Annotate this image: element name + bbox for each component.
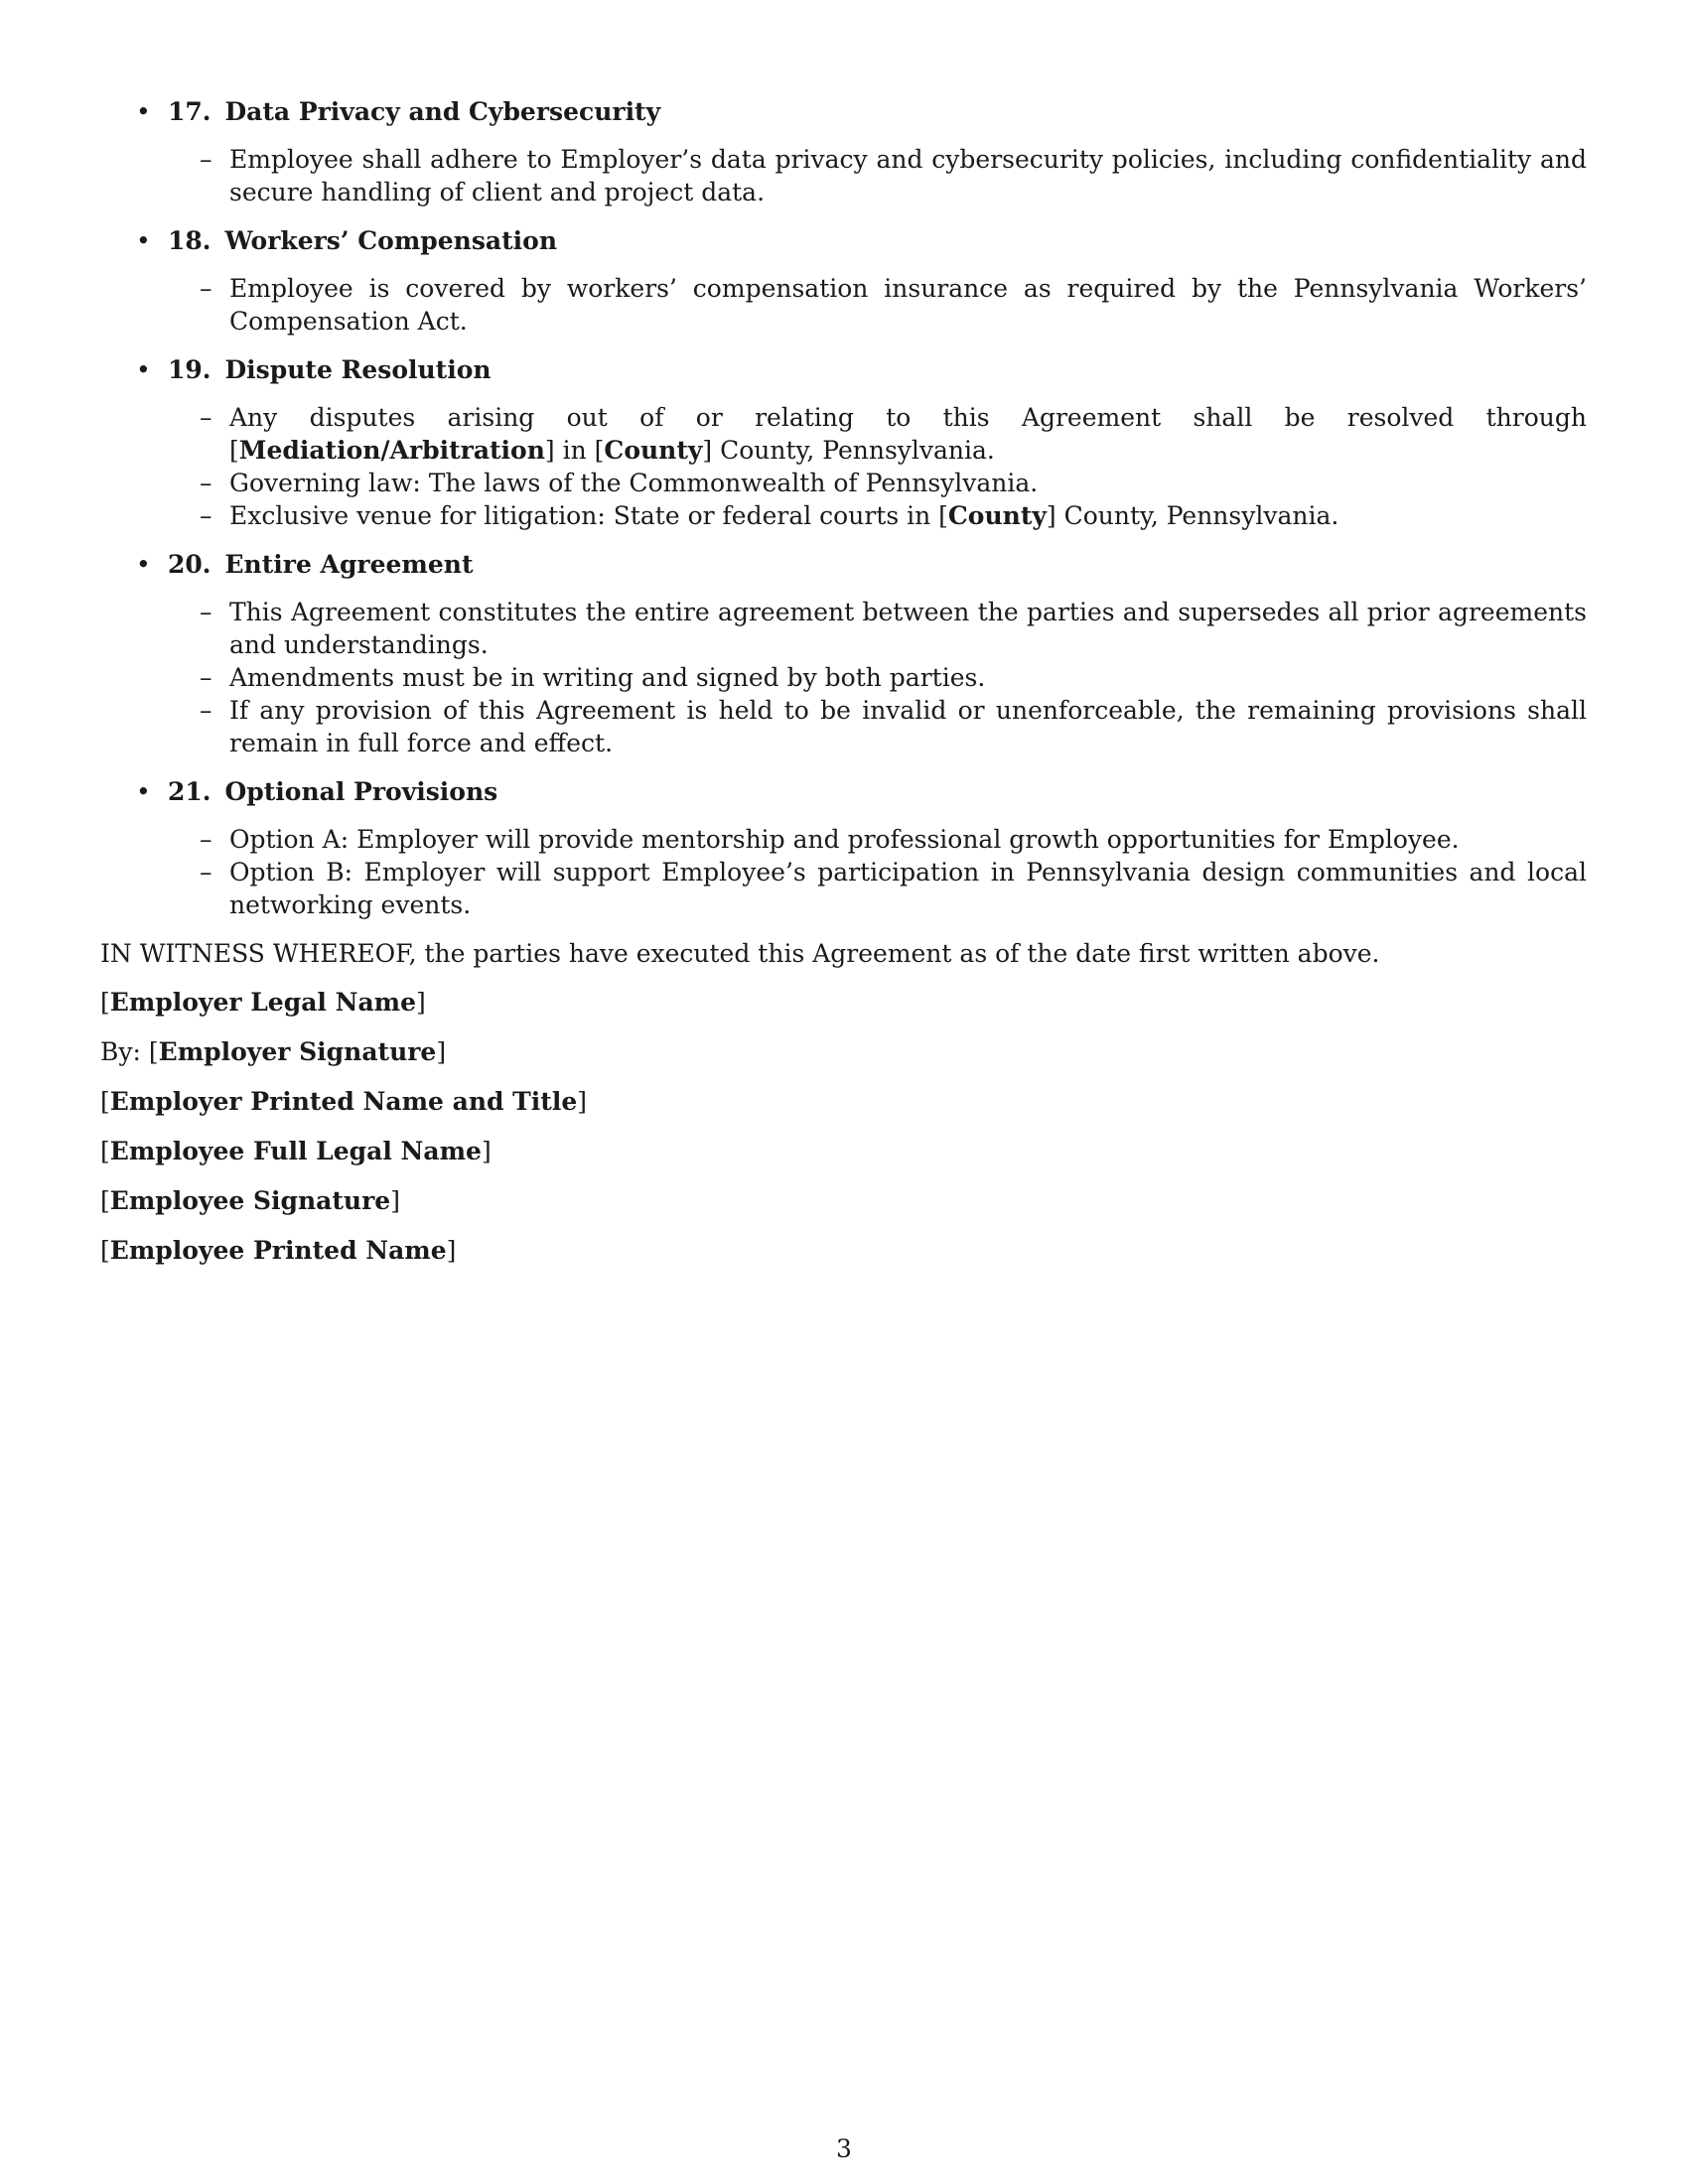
placeholder-text: County <box>947 501 1047 530</box>
section-item <box>100 353 1587 532</box>
signature-placeholder: Employer Printed Name and Title <box>109 1087 578 1116</box>
section-items <box>168 143 1587 208</box>
section-item <box>100 95 1587 208</box>
clause-text <box>229 663 985 692</box>
sections-list <box>100 95 1587 921</box>
clause-text <box>229 469 1038 497</box>
section-number: 20. <box>168 550 211 579</box>
clause-segment: Any disputes arising out of or relating to this Agreement shall be resolved through <box>229 403 1587 432</box>
bullet-icon: • <box>136 777 151 806</box>
bullet-icon: • <box>136 355 151 384</box>
section-item <box>100 548 1587 759</box>
clause-item <box>168 272 1587 338</box>
section-heading <box>168 775 1587 808</box>
signature-line: [Employee Full Legal Name] <box>100 1137 492 1165</box>
signature-placeholder: Employee Full Legal Name <box>109 1137 482 1165</box>
signature-line: [Employee Printed Name] <box>100 1236 457 1265</box>
clause-item <box>168 823 1587 856</box>
section-title: Optional Provisions <box>224 777 498 806</box>
clause-text <box>229 696 1587 757</box>
clause-item <box>168 694 1587 759</box>
clause-item <box>168 856 1587 921</box>
clause-item <box>168 596 1587 661</box>
bullet-icon: • <box>136 226 151 255</box>
clause-segment: Employee is covered by workers’ compensation insurance as required by the Pennsylvania Workers’ Compensation Act. <box>229 274 1587 336</box>
signature-block <box>100 986 1587 1267</box>
clause-text <box>229 598 1587 659</box>
document-page <box>100 95 1587 1284</box>
dash-icon: – <box>200 403 212 432</box>
clause-segment: Option B: Employer will support Employee’s participation in Pennsylvania design communities and local networking events. <box>229 858 1587 919</box>
signature-line: [Employer Printed Name and Title] <box>100 1087 588 1116</box>
section-number: 19. <box>168 355 211 384</box>
clause-segment: Governing law: The laws of the Commonwealth of Pennsylvania. <box>229 469 1039 497</box>
section-number: 21. <box>168 777 211 806</box>
clause-text <box>229 858 1587 919</box>
signature-placeholder: Employee Printed Name <box>109 1236 447 1265</box>
section-items <box>168 272 1587 338</box>
clause-item <box>168 401 1587 467</box>
section-title: Dispute Resolution <box>224 355 492 384</box>
clause-text <box>229 403 1587 465</box>
clause-item <box>168 499 1587 532</box>
signature-line: By: [Employer Signature] <box>100 1037 447 1066</box>
clause-text <box>229 274 1587 336</box>
dash-icon: – <box>200 469 212 497</box>
signature-line: [Employer Legal Name] <box>100 988 426 1017</box>
signature-placeholder: Employee Signature <box>109 1186 391 1215</box>
clause-segment: Employee shall adhere to Employer’s data privacy and cybersecurity policies, including confidentiality and secure handling of client and project data. <box>229 145 1587 206</box>
clause-item <box>168 661 1587 694</box>
clause-segment: Amendments must be in writing and signed by both parties. <box>229 663 986 692</box>
section-item <box>100 224 1587 338</box>
clause-segment: ] in [ <box>544 436 605 465</box>
page-number: 3 <box>836 2134 852 2163</box>
dash-icon: – <box>200 598 212 626</box>
clause-item <box>168 467 1587 499</box>
section-number: 17. <box>168 97 211 126</box>
signature-prefix: By: <box>100 1037 149 1066</box>
section-item <box>100 775 1587 921</box>
dash-icon: – <box>200 825 212 854</box>
clause-item <box>168 143 1587 208</box>
clause-segment: ] County, Pennsylvania. <box>1046 501 1339 530</box>
section-items <box>168 596 1587 759</box>
signature-line: [Employee Signature] <box>100 1186 400 1215</box>
clause-segment: ] County, Pennsylvania. <box>702 436 995 465</box>
signature-placeholder: Employer Legal Name <box>109 988 417 1017</box>
section-title: Entire Agreement <box>224 550 474 579</box>
clause-segment: This Agreement constitutes the entire agreement between the parties and supersedes all prior agreements and understandings. <box>229 598 1587 659</box>
dash-icon: – <box>200 663 212 692</box>
section-heading <box>168 548 1587 581</box>
dash-icon: – <box>200 145 212 174</box>
dash-icon: – <box>200 858 212 887</box>
dash-icon: – <box>200 696 212 725</box>
dash-icon: – <box>200 274 212 303</box>
section-title: Data Privacy and Cybersecurity <box>224 97 661 126</box>
section-number: 18. <box>168 226 211 255</box>
clause-text <box>229 825 1460 854</box>
placeholder-text: Mediation/Arbitration <box>238 436 545 465</box>
section-items <box>168 401 1587 532</box>
clause-segment: [ <box>229 436 239 465</box>
section-heading <box>168 353 1587 386</box>
section-title: Workers’ Compensation <box>224 226 558 255</box>
clause-segment: Option A: Employer will provide mentorship and professional growth opportunities for Employee. <box>229 825 1460 854</box>
clause-text <box>229 501 1338 530</box>
placeholder-text: County <box>604 436 703 465</box>
clause-text <box>229 145 1587 206</box>
bullet-icon: • <box>136 550 151 579</box>
clause-segment: Exclusive venue for litigation: State or federal courts in [ <box>229 501 948 530</box>
clause-segment: If any provision of this Agreement is held to be invalid or unenforceable, the remaining provisions shall remain in full force and effect. <box>229 696 1587 757</box>
signature-placeholder: Employer Signature <box>158 1037 437 1066</box>
section-items <box>168 823 1587 921</box>
dash-icon: – <box>200 501 212 530</box>
section-heading <box>168 224 1587 257</box>
bullet-icon: • <box>136 97 151 126</box>
section-heading <box>168 95 1587 128</box>
witness-clause: IN WITNESS WHEREOF, the parties have executed this Agreement as of the date first written above. <box>100 939 1380 968</box>
